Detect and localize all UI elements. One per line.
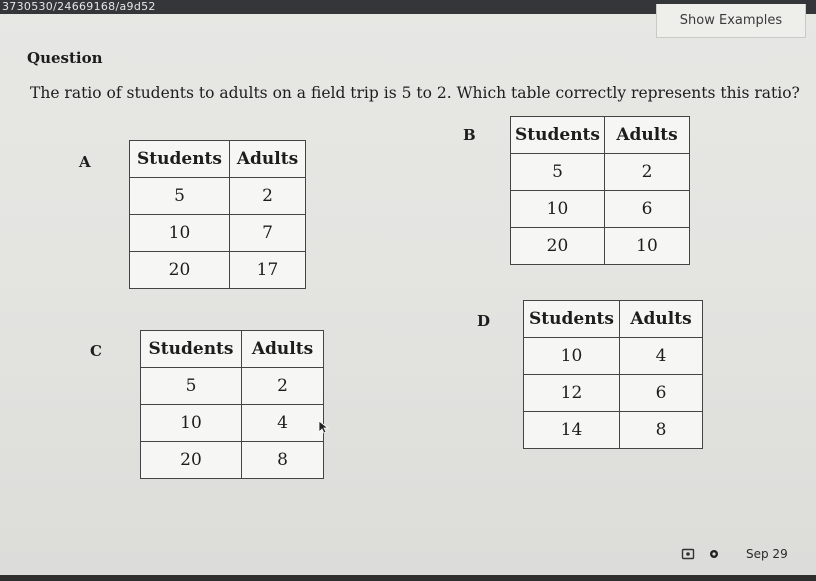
table-row (141, 368, 324, 405)
adults-cell: 8 (242, 442, 324, 479)
students-cell: 10 (130, 215, 230, 252)
students-header: Students (511, 117, 605, 154)
adults-cell: 7 (230, 215, 306, 252)
table-row (141, 405, 324, 442)
show-examples-button[interactable]: Show Examples (656, 4, 806, 38)
system-tray (680, 543, 788, 565)
question-label: Question (27, 49, 103, 67)
option-c-letter[interactable]: C (90, 342, 102, 360)
adults-cell: 17 (230, 252, 306, 289)
students-cell: 5 (130, 178, 230, 215)
adults-header: Adults (242, 331, 324, 368)
table-row (130, 215, 306, 252)
students-cell: 10 (141, 405, 242, 442)
table-row (511, 228, 690, 265)
screen-capture-icon[interactable] (680, 546, 696, 562)
table-row (130, 252, 306, 289)
option-a-letter[interactable]: A (79, 153, 91, 171)
students-cell: 12 (524, 375, 620, 412)
table-row (130, 178, 306, 215)
adults-cell: 10 (605, 228, 690, 265)
table-header-row (141, 331, 324, 368)
option-b-table[interactable] (510, 116, 690, 265)
adults-cell: 4 (620, 338, 703, 375)
students-cell: 20 (141, 442, 242, 479)
adults-cell: 4 (242, 405, 324, 442)
table-row (141, 442, 324, 479)
adults-header: Adults (230, 141, 306, 178)
adults-cell: 2 (605, 154, 690, 191)
adults-cell: 6 (605, 191, 690, 228)
mouse-cursor-icon (318, 420, 332, 434)
students-cell: 5 (511, 154, 605, 191)
date-display[interactable]: Sep 29 (746, 547, 788, 561)
table-row (524, 412, 703, 449)
adults-cell: 2 (230, 178, 306, 215)
status-dot-icon[interactable] (706, 546, 722, 562)
url-text[interactable]: 3730530/24669168/a9d52 (2, 0, 156, 13)
option-c-table[interactable] (140, 330, 324, 479)
adults-cell: 2 (242, 368, 324, 405)
students-cell: 20 (511, 228, 605, 265)
students-header: Students (524, 301, 620, 338)
adults-cell: 6 (620, 375, 703, 412)
students-cell: 14 (524, 412, 620, 449)
adults-header: Adults (605, 117, 690, 154)
option-d-table[interactable] (523, 300, 703, 449)
adults-header: Adults (620, 301, 703, 338)
adults-cell: 8 (620, 412, 703, 449)
students-cell: 10 (511, 191, 605, 228)
taskbar-bottom-edge (0, 575, 816, 581)
option-a-table[interactable] (129, 140, 306, 289)
option-d-letter[interactable]: D (477, 312, 491, 330)
question-text: The ratio of students to adults on a field trip is 5 to 2. Which table correctly represents this ratio? (30, 84, 800, 102)
students-header: Students (130, 141, 230, 178)
students-cell: 20 (130, 252, 230, 289)
table-row (524, 338, 703, 375)
table-row (511, 191, 690, 228)
table-row (511, 154, 690, 191)
students-cell: 10 (524, 338, 620, 375)
option-b-letter[interactable]: B (463, 126, 476, 144)
table-row (524, 375, 703, 412)
students-header: Students (141, 331, 242, 368)
table-header-row (511, 117, 690, 154)
table-header-row (524, 301, 703, 338)
students-cell: 5 (141, 368, 242, 405)
table-header-row (130, 141, 306, 178)
